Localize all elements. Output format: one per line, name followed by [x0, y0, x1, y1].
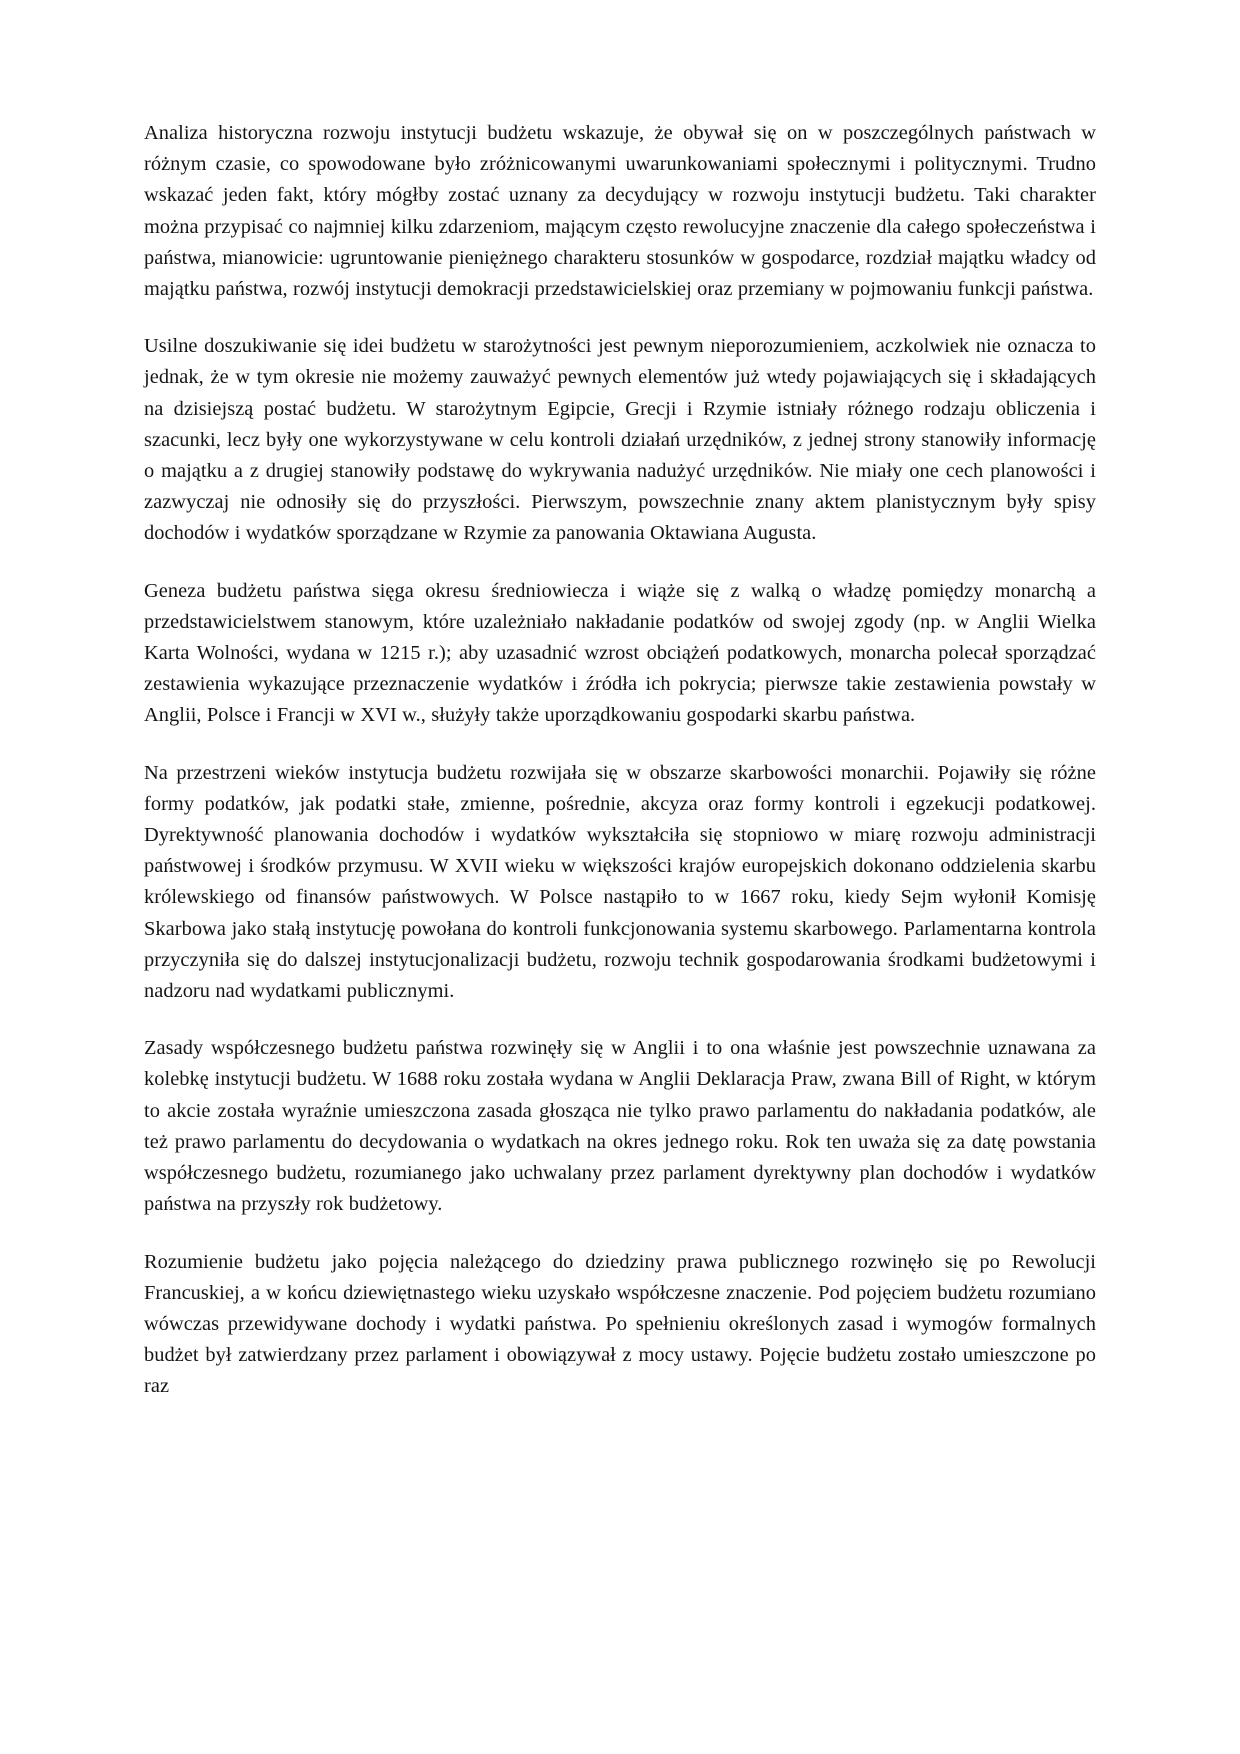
paragraph-2: Usilne doszukiwanie się idei budżetu w starożytności jest pewnym nieporozumieniem, aczkolwiek nie oznacza to jednak, że w tym okresie nie możemy zauważyć pewnych elementów już wtedy pojawiających się i składających na dzisiejszą postać budżetu. W starożytnym Egipcie, Grecji i Rzymie istniały różnego rodzaju obliczenia i szacunki, lecz były one wykorzystywane w celu kontroli działań urzędników, z jednej strony stanowiły informację o majątku a z drugiej stanowiły podstawę do wykrywania nadużyć urzędników. Nie miały one cech planowości i zazwyczaj nie odnosiły się do przyszłości. Pierwszym, powszechnie znany aktem planistycznym były spisy dochodów i wydatków sporządzane w Rzymie za panowania Oktawiana Augusta. [144, 335, 1096, 545]
paragraph-4: Na przestrzeni wieków instytucja budżetu rozwijała się w obszarze skarbowości monarchii. Pojawiły się różne formy podatków, jak podatki stałe, zmienne, pośrednie, akcyza oraz formy kontroli i egzekucji podatkowej. Dyrektywność planowania dochodów i wydatków wykształciła się stopniowo w miarę rozwoju administracji państwowej i środków przymusu. W XVII wieku w większości krajów europejskich dokonano oddzielenia skarbu królewskiego od finansów państwowych. W Polsce nastąpiło to w 1667 roku, kiedy Sejm wyłonił Komisję Skarbowa jako stałą instytucję powołana do kontroli funkcjonowania systemu skarbowego. Parlamentarna kontrola przyczyniła się do dalszej instytucjonalizacji budżetu, rozwoju technik gospodarowania środkami budżetowymi i nadzoru nad wydatkami publicznymi. [144, 761, 1096, 1003]
paragraph-3: Geneza budżetu państwa sięga okresu średniowiecza i wiąże się z walką o władzę pomiędzy monarchą a przedstawicielstwem stanowym, które uzależniało nakładanie podatków od swojej zgody (np. w Anglii Wielka Karta Wolności, wydana w 1215 r.); aby uzasadnić wzrost obciążeń podatkowych, monarcha polecał sporządzać zestawienia wykazujące przeznaczenie wydatków i źródła ich pokrycia; pierwsze takie zestawienia powstały w Anglii, Polsce i Francji w XVI w., służyły także uporządkowaniu gospodarki skarbu państwa. [144, 579, 1096, 727]
page-text-body [144, 118, 1096, 1403]
paragraph-5: Zasady współczesnego budżetu państwa rozwinęły się w Anglii i to ona właśnie jest powszechnie uznawana za kolebkę instytucji budżetu. W 1688 roku została wydana w Anglii Deklaracja Praw, zwana Bill of Right, w którym to akcie została wyraźnie umieszczona zasada głosząca nie tylko prawo parlamentu do nakładania podatków, ale też prawo parlamentu do decydowania o wydatkach na okres jednego roku. Rok ten uważa się za datę powstania współczesnego budżetu, rozumianego jako uchwalany przez parlament dyrektywny plan dochodów i wydatków państwa na przyszły rok budżetowy. [144, 1037, 1096, 1216]
paragraph-1: Analiza historyczna rozwoju instytucji budżetu wskazuje, że obywał się on w poszczególnych państwach w różnym czasie, co spowodowane było zróżnicowanymi uwarunkowaniami społecznymi i politycznymi. Trudno wskazać jeden fakt, który mógłby zostać uznany za decydujący w rozwoju instytucji budżetu. Taki charakter można przypisać co najmniej kilku zdarzeniom, mającym często rewolucyjne znaczenie dla całego społeczeństwa i państwa, mianowicie: ugruntowanie pieniężnego charakteru stosunków w gospodarce, rozdział majątku władcy od majątku państwa, rozwój instytucji demokracji przedstawicielskiej oraz przemiany w pojmowaniu funkcji państwa. [144, 122, 1096, 301]
paragraph-6: Rozumienie budżetu jako pojęcia należącego do dziedziny prawa publicznego rozwinęło się po Rewolucji Francuskiej, a w końcu dziewiętnastego wieku uzyskało współczesne znaczenie. Pod pojęciem budżetu rozumiano wówczas przewidywane dochody i wydatki państwa. Po spełnieniu określonych zasad i wymogów formalnych budżet był zatwierdzany przez parlament i obowiązywał z mocy ustawy. Pojęcie budżetu zostało umieszczone po raz [144, 1250, 1096, 1398]
